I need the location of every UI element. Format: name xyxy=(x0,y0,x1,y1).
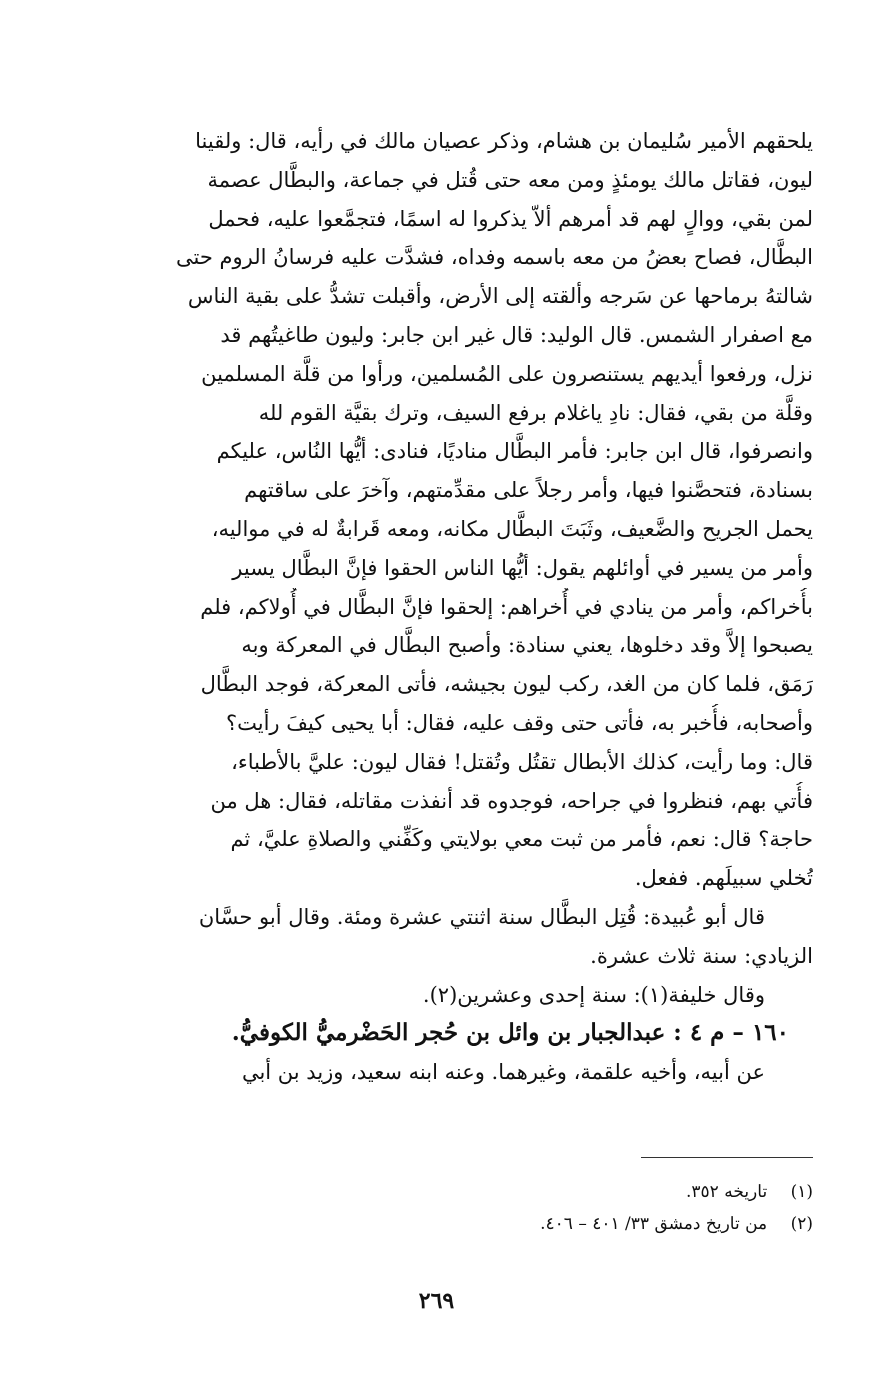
text-line: بسنادة، فتحصَّنوا فيها، وأمر رجلاً على مقدِّمتهم، وآخرَ على ساقتهم xyxy=(244,478,813,503)
text-line: الزيادي: سنة ثلاث عشرة. xyxy=(590,943,813,968)
footnotes xyxy=(63,1176,813,1240)
text-line: فأُتي بهم، فنظروا في جراحه، فوجدوه قد أنفذت مقاتله، فقال: هل من xyxy=(210,788,813,813)
footnote-text: تاريخه ٣٥٢. xyxy=(686,1182,768,1202)
footnote xyxy=(63,1208,813,1240)
text-line: حاجة؟ قال: نعم، فأمر من ثبت معي بولايتي وكَفِّني والصلاةِ عليَّ، ثم xyxy=(230,827,813,852)
text-line: لمن بقي، ووالٍ لهم قد أمرهم ألاّ يذكروا له اسمًا، فتجمَّعوا عليه، فحمل xyxy=(208,206,813,231)
footnote-divider xyxy=(641,1157,813,1158)
text-line: يصبحوا إلاَّ وقد دخلوها، يعني سنادة: وأصبح البطَّال في المعركة وبه xyxy=(241,633,813,658)
text-line: نزل، ورفعوا أيديهم يستنصرون على المُسلمين، ورأوا من قلَّة المسلمين xyxy=(201,361,813,386)
text-line: يحمل الجريح والضَّعيف، وثَبَتَ البطَّال مكانه، ومعه قَرابةٌ له في مواليه، xyxy=(211,516,813,541)
text-line: البطَّال، فصاح بعضُ من معه باسمه وفداه، فشدَّت عليه فرسانُ الروم حتى xyxy=(176,245,813,270)
text-line: وأصحابه، فأُخبر به، فأتى حتى وقف عليه، فقال: أبا يحيى كيفَ رأيت؟ xyxy=(225,710,813,735)
text-line: قال: وما رأيت، كذلك الأبطال تقتُل وتُقتل! فقال ليون: عليَّ بالأطباء، xyxy=(231,749,813,774)
text-line: وقلَّة من بقي، فقال: نادِ ياغلام برفع السيف، وترك بقيَّة القوم لله xyxy=(258,400,813,425)
text-line: قال أبو عُبيدة: قُتِل البطَّال سنة اثنتي عشرة ومئة. وقال أبو حسَّان xyxy=(198,904,765,929)
text-line: بأُخراكم، وأمر من ينادي في أُخراهم: إلحقوا فإنَّ البطَّال في أُولاكم، فلم xyxy=(200,594,813,619)
text-line: مع اصفرار الشمس. قال الوليد: قال غير ابن جابر: وليون طاغيتُهم قد xyxy=(220,322,813,347)
footnote-text: من تاريخ دمشق ٣٣/ ٤٠١ – ٤٠٦. xyxy=(540,1214,768,1234)
text-line: وانصرفوا، قال ابن جابر: فأمر البطَّال مناديًا، فنادى: أيُّها النُاس، عليكم xyxy=(216,439,813,464)
text-line: شالتهُ برماحها عن سَرجه وألقته إلى الأرض، وأقبلت تشدُّ على بقية الناس xyxy=(187,284,813,309)
main-text xyxy=(63,122,813,1092)
page-number: ٢٦٩ xyxy=(418,1288,455,1314)
footnote-number: (١) xyxy=(790,1182,813,1202)
text-line: يلحقهم الأمير سُليمان بن هشام، وذكر عصيان مالك في رأيه، قال: ولقينا xyxy=(195,129,813,153)
text-line: رَمَق، فلما كان من الغد، ركب ليون بجيشه، فأتى المعركة، فوجد البطَّال xyxy=(200,672,813,697)
text-line: ليون، فقاتل مالك يومئذٍ ومن معه حتى قُتل في جماعة، والبطَّال عصمة xyxy=(207,167,813,192)
entry-heading: ١٦٠ – م ٤ : عبدالجبار بن وائل بن حُجر الحَضْرميُّ الكوفيُّ. xyxy=(231,1019,789,1047)
text-line: وقال خليفة(١): سنة إحدى وعشرين(٢). xyxy=(422,982,765,1007)
footnote xyxy=(63,1176,813,1208)
text-line: عن أبيه، وأخيه علقمة، وغيرهما. وعنه ابنه سعيد، وزيد بن أبي xyxy=(241,1060,765,1085)
footnote-number: (٢) xyxy=(790,1214,813,1234)
text-line: وأمر من يسير في أوائلهم يقول: أيُّها الناس الحقوا فإنَّ البطَّال يسير xyxy=(232,555,813,580)
text-line: تُخلي سبيلَهم. ففعل. xyxy=(634,866,813,891)
